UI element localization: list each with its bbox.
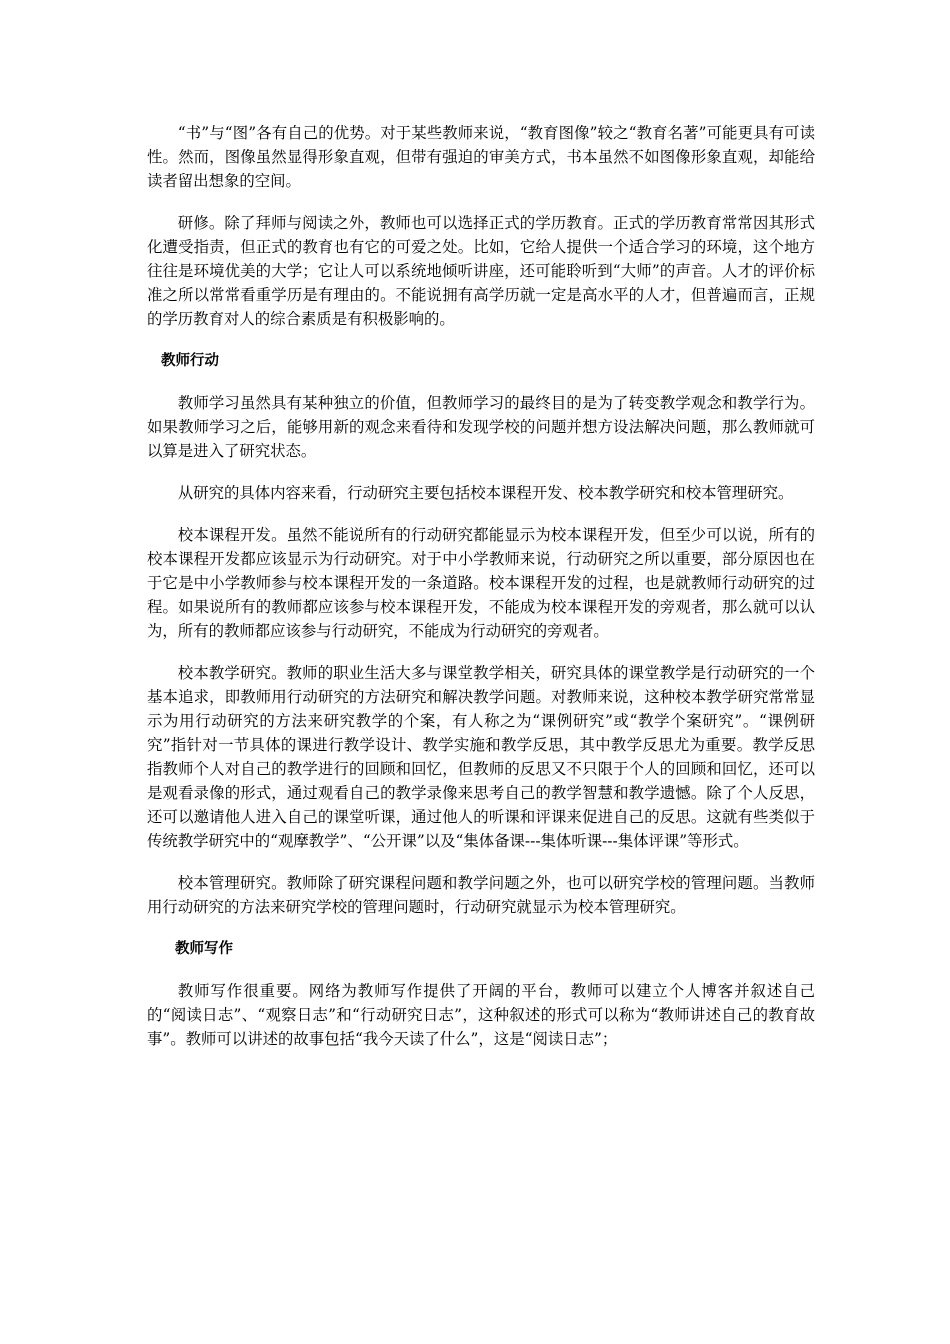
paragraph-school-teaching-research: 校本教学研究。教师的职业生活大多与课堂教学相关，研究具体的课堂教学是行动研究的一个基本追求，即教师用行动研究的方法研究和解决教学问题。对教师来说，这种校本教学研究常常显示为用行动研究的方法来研究教学的个案，有人称之为“课例研究”或“教学个案研究”。“课例研究”指针对一节具体的课进行教学设计、教学实施和教学反思，其中教学反思尤为重要。教学反思指教师个人对自己的教学进行的回顾和回忆，但教师的反思又不只限于个人的回顾和回忆，还可以是观看录像的形式，通过观看自己的教学录像来思考自己的教学智慧和教学遗憾。除了个人反思，还可以邀请他人进入自己的课堂听课，通过他人的听课和评课来促进自己的反思。这就有些类似于传统教学研究中的“观摩教学”、“公开课”以及“集体备课---集体听课---集体评课”等形式。 [147,664,815,850]
paragraph-learning-purpose: 教师学习虽然具有某种独立的价值，但教师学习的最终目的是为了转变教学观念和教学行为。如果教师学习之后，能够用新的观念来看待和发现学校的问题并想方设法解决问题，那么教师就可以算是进入了研究状态。 [147,394,815,460]
document-page [147,121,815,1069]
paragraph-school-management-research: 校本管理研究。教师除了研究课程问题和教学问题之外，也可以研究学校的管理问题。当教师用行动研究的方法来研究学校的管理问题时，行动研究就显示为校本管理研究。 [147,874,815,916]
paragraph-study: 研修。除了拜师与阅读之外，教师也可以选择正式的学历教育。正式的学历教育常常因其形式化遭受指责，但正式的教育也有它的可爱之处。比如，它给人提供一个适合学习的环境，这个地方往往是环境优美的大学；它让人可以系统地倾听讲座，还可能聆听到“大师”的声音。人才的评价标准之所以常常看重学历是有理由的。不能说拥有高学历就一定是高水平的人才，但普遍而言，正规的学历教育对人的综合素质是有积极影响的。 [147,214,815,328]
paragraph-teacher-writing: 教师写作很重要。网络为教师写作提供了开阔的平台，教师可以建立个人博客并叙述自己的“阅读日志”、“观察日志”和“行动研究日志”，这种叙述的形式可以称为“教师讲述自己的教育故事”。教师可以讲述的故事包括“我今天读了什么”，这是“阅读日志”； [147,982,815,1048]
section-heading-teacher-writing: 教师写作 [175,941,233,957]
paragraph-book-vs-image: “书”与“图”各有自己的优势。对于某些教师来说，“教育图像”较之“教育名著”可能更具有可读性。然而，图像虽然显得形象直观，但带有强迫的审美方式，书本虽然不如图像形象直观，却能给读者留出想象的空间。 [147,124,815,190]
section-heading-teacher-action: 教师行动 [161,353,219,369]
paragraph-school-curriculum: 校本课程开发。虽然不能说所有的行动研究都能显示为校本课程开发，但至少可以说，所有的校本课程开发都应该显示为行动研究。对于中小学教师来说，行动研究之所以重要，部分原因也在于它是中小学教师参与校本课程开发的一条道路。校本课程开发的过程，也是就教师行动研究的过程。如果说所有的教师都应该参与校本课程开发，不能成为校本课程开发的旁观者，那么就可以认为，所有的教师都应该参与行动研究，不能成为行动研究的旁观者。 [147,526,815,640]
paragraph-research-content: 从研究的具体内容来看，行动研究主要包括校本课程开发、校本教学研究和校本管理研究。 [177,484,794,502]
